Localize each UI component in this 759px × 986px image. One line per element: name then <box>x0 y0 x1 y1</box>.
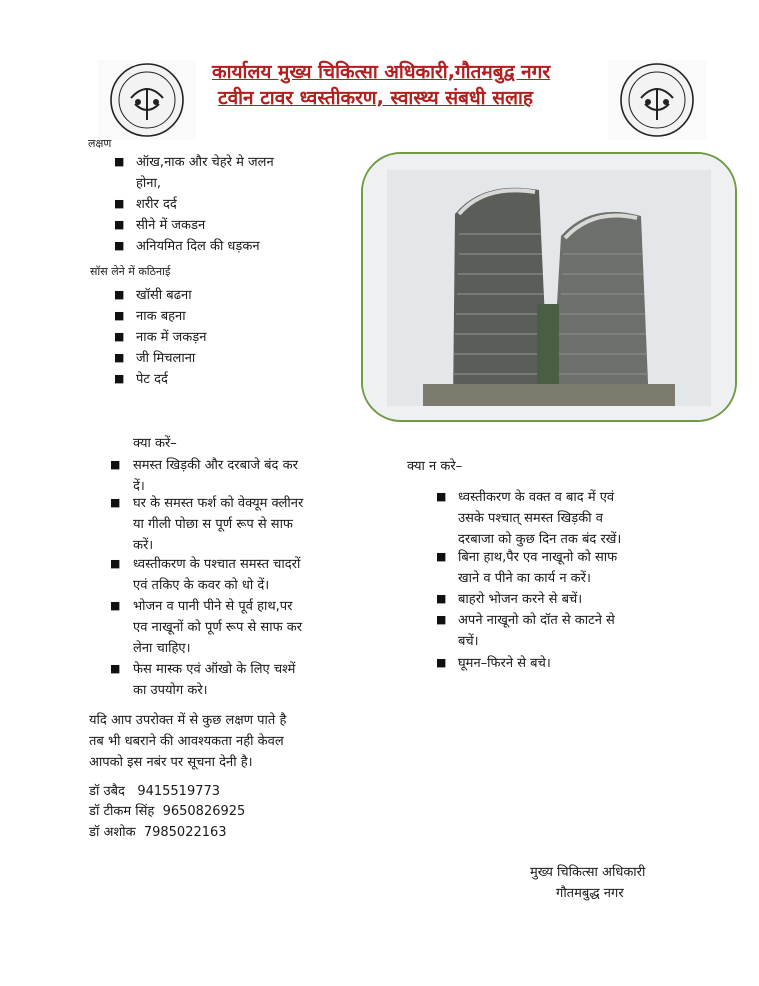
symptom-item: होना, <box>136 176 161 191</box>
office-title-text: कार्यालय मुख्य चिकित्सा अधिकारी,गौतमबुद्व नगर <box>212 61 551 83</box>
signature-place: गौतमबुद्ध नगर <box>556 886 624 901</box>
breathing-item: जी मिचलाना <box>136 351 196 366</box>
symptom-item: अनियमित दिल की धड़कन <box>136 239 260 254</box>
donts-line: बाहरो भोजन करने से बचें। <box>458 592 583 607</box>
donts-title: क्या न करे– <box>407 459 463 474</box>
office-title <box>212 58 550 84</box>
donts-line: बिना हाथ,पैर एव नाखूनो को साफ <box>458 550 618 565</box>
donts-line: घूमन–फिरने से बचे। <box>458 656 551 671</box>
bullet-icon: ■ <box>110 662 121 675</box>
dos-line: फेस मास्क एवं ऑखो के लिए चश्में <box>133 662 296 677</box>
dos-line: घर के समस्त फर्श को वेक्यूम क्लीनर <box>133 496 304 511</box>
seal-right <box>608 60 706 140</box>
advisory-title-text: टवीन टावर ध्वस्तीकरण, स्वास्थ्य संबधी सलाह <box>218 87 533 109</box>
bullet-icon: ■ <box>110 496 121 509</box>
bullet-icon: ■ <box>110 458 121 471</box>
bullet-icon: ■ <box>436 656 447 669</box>
symptoms-label: लक्षण <box>88 137 112 150</box>
bullet-icon: ■ <box>114 288 125 301</box>
symptom-item: शरीर दर्द <box>136 197 177 212</box>
bullet-icon: ■ <box>114 155 125 168</box>
symptom-item: ऑख,नाक और चेहरे मे जलन <box>136 155 274 170</box>
breathing-item: पेट दर्द <box>136 372 168 387</box>
donts-line: दरबाजा को कुछ दिन तक बंद रखें। <box>458 532 622 547</box>
dos-line: का उपयोग करे। <box>133 683 208 698</box>
bullet-icon: ■ <box>110 557 121 570</box>
twin-towers-image <box>363 154 735 420</box>
contact-row <box>89 781 220 799</box>
bullet-icon: ■ <box>114 309 125 322</box>
signature-title: मुख्य चिकित्सा अधिकारी <box>530 865 646 880</box>
contact-name: डॉ टीकम सिंह <box>89 804 155 819</box>
bullet-icon: ■ <box>110 599 121 612</box>
breathing-item: खॉसी बढना <box>136 288 192 303</box>
contact-phone[interactable]: 9415519773 <box>137 784 221 799</box>
advice-line: आपको इस नबंर पर सूचना देनी है। <box>89 755 253 770</box>
dos-line: एव नाखूनों को पूर्ण रूप से साफ कर <box>133 620 303 635</box>
bullet-icon: ■ <box>114 330 125 343</box>
contact-row <box>89 801 245 819</box>
bullet-icon: ■ <box>114 351 125 364</box>
advice-line: यदि आप उपरोक्त में से कुछ लक्षण पाते है <box>89 713 287 728</box>
dos-title: क्या करें– <box>133 436 177 451</box>
breathing-item: नाक बहना <box>136 309 186 324</box>
donts-line: बचें। <box>458 634 479 649</box>
donts-line: उसके पश्चात् समस्त खिड़की व <box>458 511 603 526</box>
bullet-icon: ■ <box>436 613 447 626</box>
donts-line: अपने नाखूनो को दॉत से काटने से <box>458 613 615 628</box>
donts-line: ध्वस्तीकरण के वक्त व बाद में एवं <box>458 490 615 505</box>
bullet-icon: ■ <box>114 197 125 210</box>
dos-line: एवं तकिए के कवर को धो दें। <box>133 578 270 593</box>
dos-line: दें। <box>133 479 145 494</box>
dos-line: करें। <box>133 538 154 553</box>
up-government-seal-icon <box>98 60 196 140</box>
contact-name: डॉ उबैद <box>89 784 125 799</box>
bullet-icon: ■ <box>436 550 447 563</box>
bullet-icon: ■ <box>114 239 125 252</box>
advisory-title <box>218 84 533 110</box>
donts-line: खाने व पीने का कार्य न करें। <box>458 571 591 586</box>
dos-line: लेना चाहिए। <box>133 641 191 656</box>
contact-name: डॉ अशोक <box>89 825 136 840</box>
breathing-label: सॉस लेने में कठिनाई <box>90 265 171 278</box>
dos-line: भोजन व पानी पीने से पूर्व हाथ,पर <box>133 599 293 614</box>
bullet-icon: ■ <box>436 490 447 503</box>
dos-line: ध्वस्तीकरण के पश्चात समस्त चादरों <box>133 557 301 572</box>
contact-row <box>89 822 227 840</box>
dos-line: समस्त खिड़की और दरबाजे बंद कर <box>133 458 298 473</box>
advice-line: तब भी धबराने की आवश्यकता नही केवल <box>89 734 284 749</box>
symptom-item: सीने में जकडन <box>136 218 206 233</box>
breathing-item: नाक में जकड़न <box>136 330 207 345</box>
dos-line: या गीली पोछा स पूर्ण रूप से साफ <box>133 517 293 532</box>
contact-phone[interactable]: 9650826925 <box>162 804 246 819</box>
photo-frame <box>361 152 737 422</box>
up-government-seal-icon <box>608 60 706 140</box>
seal-left <box>98 60 196 140</box>
bullet-icon: ■ <box>436 592 447 605</box>
bullet-icon: ■ <box>114 372 125 385</box>
bullet-icon: ■ <box>114 218 125 231</box>
contact-phone[interactable]: 7985022163 <box>143 825 227 840</box>
